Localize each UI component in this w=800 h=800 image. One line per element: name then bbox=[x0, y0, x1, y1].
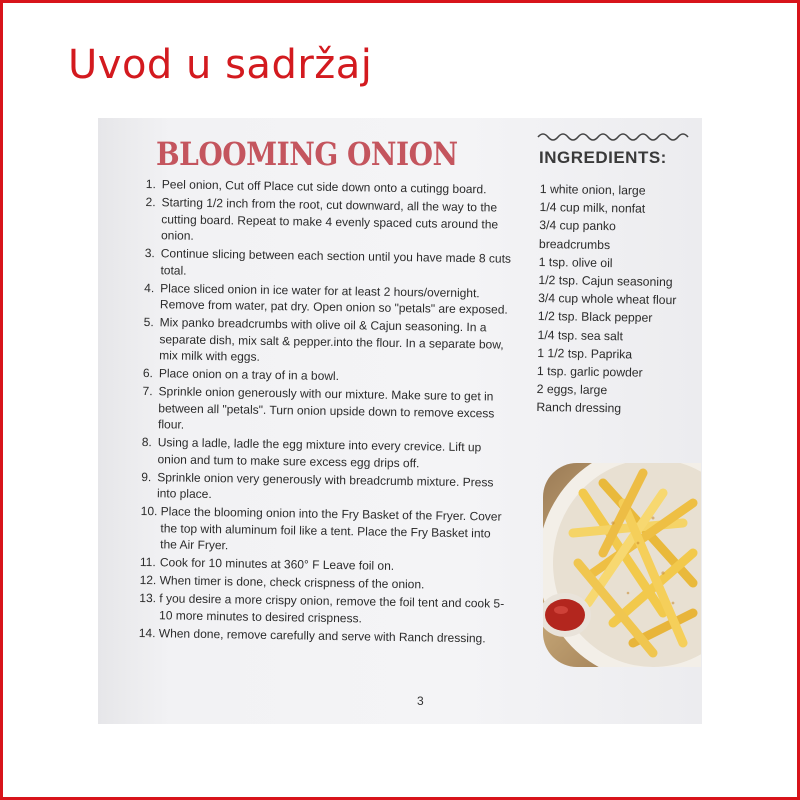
step-item: 1. Peel onion, Cut off Place cut side down onto a cutingg board. bbox=[145, 176, 487, 197]
ingredient-item: 1/4 tsp. sea salt bbox=[537, 327, 624, 343]
step-item: 6. Place onion on a tray of in a bowl. bbox=[142, 365, 340, 384]
step-item: 4. Place sliced onion in ice water for at least 2 hours/overnight. Remove from water, pat dry. Open onion so "petals" are exposed. bbox=[144, 280, 508, 317]
step-item: 2. Starting 1/2 inch from the root, cut downward, all the way to the cutting board. Repeat to make 4 evenly spaced cuts around the onion. bbox=[145, 194, 499, 243]
ingredient-item: 1 1/2 tsp. Paprika bbox=[537, 345, 633, 362]
recipe-title: BLOOMING ONION bbox=[156, 136, 458, 173]
ingredients-heading: INGREDIENTS: bbox=[539, 148, 667, 167]
step-item: 7. Sprinkle onion generously with our mixture. Make sure to get in between all "petals". Turn onion upside down to remove excess flour. bbox=[142, 383, 495, 432]
ingredient-item: Ranch dressing bbox=[536, 400, 622, 416]
ingredient-item: 1 tsp. garlic powder bbox=[536, 364, 643, 380]
ingredient-item: 1/4 cup milk, nonfat bbox=[539, 200, 646, 216]
ingredient-item: 3/4 cup panko bbox=[539, 218, 616, 234]
step-item: 10. Place the blooming onion into the Fry Basket of the Fryer. Cover the top with aluminum foil like a tent. Place the Fry Basket into the Air Fryer. bbox=[140, 503, 502, 553]
step-item: 14. When done, remove carefully and serve with Ranch dressing. bbox=[138, 625, 486, 645]
banner-title: Uvod u sadržaj bbox=[68, 42, 373, 88]
ingredient-item: 2 eggs, large bbox=[536, 382, 608, 398]
recipe-page bbox=[98, 118, 702, 724]
fries-photo bbox=[543, 463, 701, 667]
step-item: 13. f you desire a more crispy onion, remove the foil tent and cook 5-10 more minutes to desired crispness. bbox=[139, 590, 505, 625]
page-number: 3 bbox=[417, 694, 424, 708]
step-item: 8. Using a ladle, ladle the egg mixture into every crevice. Lift up onion and tum to make sure excess egg drips off. bbox=[141, 434, 482, 470]
ingredient-item: 1 white onion, large bbox=[539, 181, 646, 198]
ingredient-item: 3/4 cup whole wheat flour bbox=[538, 291, 677, 308]
fries-illustration bbox=[543, 463, 701, 667]
steps-list bbox=[139, 176, 516, 648]
step-item: 5. Mix panko breadcrumbs with olive oil & Cajun seasoning. In a separate dish, mix salt & pepper.into the flour. In a separate bow, mix milk with eggs. bbox=[143, 314, 504, 364]
ingredient-item: 1 tsp. olive oil bbox=[538, 254, 613, 270]
ingredient-item: 1/2 tsp. Black pepper bbox=[537, 309, 653, 326]
ingredient-item: breadcrumbs bbox=[538, 236, 611, 252]
step-item: 12. When timer is done, check crispness of the onion. bbox=[139, 572, 425, 592]
step-item: 3. Continue slicing between each section until you have made 8 cuts total. bbox=[144, 245, 512, 278]
ingredient-item: 1/2 tsp. Cajun seasoning bbox=[538, 273, 673, 290]
ingredients-list bbox=[536, 180, 700, 419]
step-item: 11. Cook for 10 minutes at 360° F Leave foil on. bbox=[139, 554, 395, 573]
step-item: 9. Sprinkle onion very generously with breadcrumb mixture. Press into place. bbox=[141, 469, 494, 502]
squiggle-decoration bbox=[536, 130, 696, 144]
